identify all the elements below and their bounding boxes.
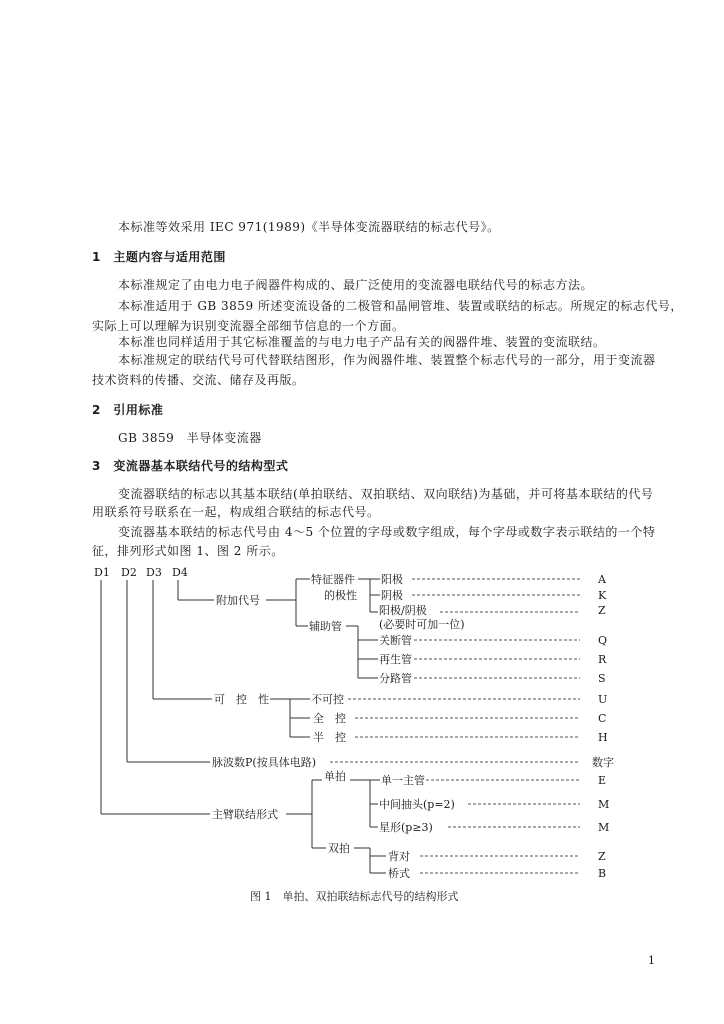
digit-code: 数字 — [592, 756, 614, 769]
letter-a: A — [598, 573, 606, 586]
label-turnoff-valve: 关断管 — [379, 634, 412, 647]
label-cathode: 阴极 — [381, 589, 403, 602]
label-bridge: 桥式 — [388, 867, 410, 880]
letter-b: B — [598, 867, 607, 880]
label-anode: 阳极 — [381, 573, 403, 586]
label-star: 星形(p≥3) — [379, 821, 433, 834]
label-shunt-valve: 分路管 — [379, 672, 412, 685]
letter-m-2: M — [598, 821, 610, 834]
section-1-paragraph-2-cont: 实际上可以理解为识别变流器全部细节信息的一个方面。 — [92, 319, 405, 333]
letter-q: Q — [598, 634, 608, 647]
label-antiparallel: 背对 — [388, 850, 410, 863]
label-auxiliary-valve: 辅助管 — [309, 620, 342, 633]
letter-c: C — [598, 712, 607, 725]
section-3-paragraph-1-cont: 用联系符号联系在一起，构成组合联结的标志代号。 — [92, 505, 380, 519]
label-additional-code: 附加代号 — [216, 594, 260, 607]
section-1-paragraph-2: 本标准适用于 GB 3859 所述变流设备的二极管和晶闸管堆、装置或联结的标志。所规定的标志代号， — [118, 299, 683, 313]
label-regen-valve: 再生管 — [379, 653, 412, 666]
position-d2: D2 — [121, 566, 137, 579]
section-3-paragraph-2-cont: 征，排列形式如图 1、图 2 所示。 — [92, 544, 284, 558]
figure-caption: 图 1 单拍、双拍联结标志代号的结构形式 — [250, 890, 459, 903]
letter-e: E — [598, 774, 607, 787]
letter-z-2: Z — [598, 850, 606, 863]
page-number: 1 — [648, 954, 655, 967]
section-1-paragraph-4: 本标准规定的联结代号可代替联结图形，作为阀器件堆、装置整个标志代号的一部分，用于变流器 — [118, 353, 656, 367]
label-star-point: 中间抽头(p=2) — [379, 798, 455, 811]
section-1-heading: 1 主题内容与适用范围 — [92, 250, 226, 264]
position-d3: D3 — [146, 566, 162, 579]
label-anode-cathode: 阳极/阴极 — [379, 604, 427, 617]
label-main-connection: 主臂联结形式 — [212, 808, 278, 821]
label-pulse-number: 脉波数P(按具体电路) — [212, 756, 316, 769]
label-anode-cathode-note: (必要时可加一位) — [379, 618, 465, 631]
label-double-way: 双拍 — [328, 842, 350, 855]
letter-s: S — [598, 672, 606, 685]
section-3-paragraph-2: 变流器基本联结的标志代号由 4～5 个位置的字母或数字组成，每个字母或数字表示联结的一个特 — [118, 525, 656, 539]
letter-h: H — [598, 731, 608, 744]
letter-k: K — [598, 589, 607, 602]
label-half-control: 半 控 — [313, 731, 346, 744]
intro-paragraph: 本标准等效采用 IEC 971(1989)《半导体变流器联结的标志代号》。 — [118, 220, 500, 234]
reference-standard: GB 3859 半导体变流器 — [118, 431, 262, 445]
letter-u: U — [598, 693, 608, 706]
label-single-valve: 单一主管 — [381, 774, 425, 787]
letter-m-1: M — [598, 798, 610, 811]
label-feature-device: 特征器件 — [311, 573, 355, 586]
position-d4: D4 — [172, 566, 188, 579]
section-1-paragraph-1: 本标准规定了由电力电子阀器件构成的、最广泛使用的变流器电联结代号的标志方法。 — [118, 278, 594, 292]
label-single-way: 单拍 — [324, 770, 346, 783]
label-full-control: 全 控 — [313, 712, 346, 725]
position-d1: D1 — [94, 566, 110, 579]
label-uncontrollable: 不可控 — [311, 693, 344, 706]
letter-r: R — [598, 653, 607, 666]
label-controllability: 可 控 性 — [214, 693, 269, 706]
section-3-heading: 3 变流器基本联结代号的结构型式 — [92, 459, 289, 473]
section-1-paragraph-3: 本标准也同样适用于其它标准覆盖的与电力电子产品有关的阀器件堆、装置的变流联结。 — [118, 335, 606, 349]
section-1-paragraph-4-cont: 技术资料的传播、交流、储存及再版。 — [92, 373, 305, 387]
section-2-heading: 2 引用标准 — [92, 403, 164, 417]
label-polarity: 的极性 — [324, 589, 357, 602]
section-3-paragraph-1: 变流器联结的标志以其基本联结(单拍联结、双拍联结、双向联结)为基础，并可将基本联结的代号 — [118, 487, 654, 501]
letter-z: Z — [598, 604, 606, 617]
